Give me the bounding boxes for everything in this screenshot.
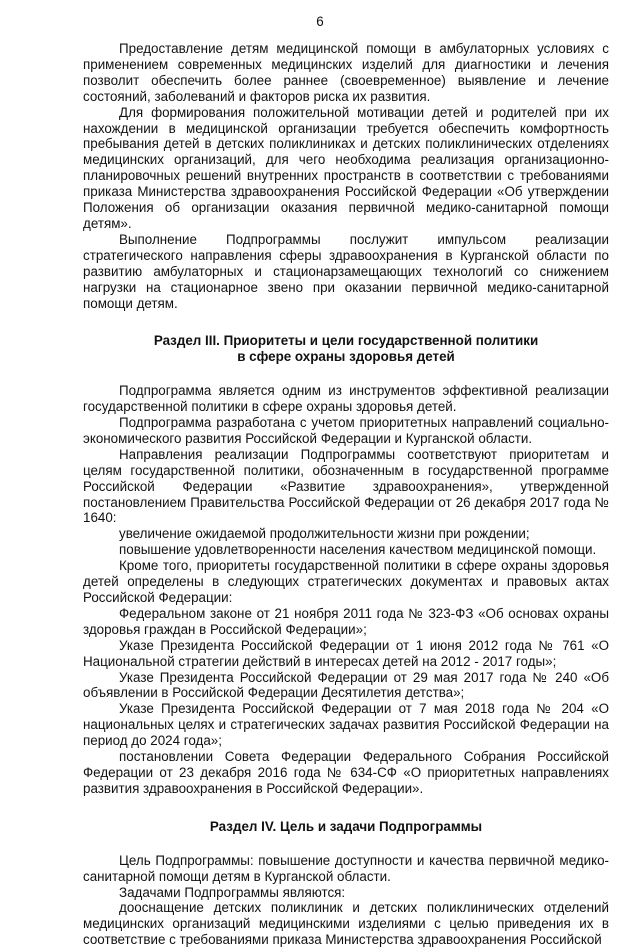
paragraph: Указе Президента Российской Федерации от 1 июня 2012 года № 761 «О Национальной стратегии действий в интересах детей на 2012 - 2017 годы»; (83, 637, 609, 669)
document-body (83, 41, 609, 948)
paragraph: Цель Подпрограммы: повышение доступности и качества первичной медико-санитарной помощи детям в Курганской области. (83, 852, 609, 884)
section-heading: Раздел III. Приоритеты и цели государственной политики (153, 333, 539, 349)
paragraph: Федеральном законе от 21 ноября 2011 года № 323-ФЗ «Об основах охраны здоровья граждан в Российской Федерации»; (83, 605, 609, 637)
paragraph: Предоставление детям медицинской помощи в амбулаторных условиях с применением современных медицинских изделий для диагностики и лечения позволит обеспечить более раннее (своевременное) выявление и лечение состояний, заболеваний и факторов риска их развития. (83, 41, 609, 104)
section-heading: Раздел IV. Цель и задачи Подпрограммы (209, 818, 483, 834)
paragraph: Задачами Подпрограммы являются: (119, 884, 346, 900)
paragraph: Подпрограмма разработана с учетом приоритетных направлений социально-экономического развития Российской Федерации и Курганской области. (83, 415, 609, 446)
paragraph: Направления реализации Подпрограммы соответствуют приоритетам и целям государственной политики, обозначенным в государственной программе Российской Федерации «Развитие здравоохранения», утвержденной постановлением Правительства Российской Федерации от 26 декабря 2017 года № 1640: (83, 446, 609, 526)
paragraph: постановлении Совета Федерации Федерального Собрания Российской Федерации от 23 декабря 2016 года № 634-СФ «О приоритетных направлениях развития здравоохранения в Российской Федерации». (83, 749, 609, 796)
paragraph: Указе Президента Российской Федерации от 7 мая 2018 года № 204 «О национальных целях и стратегических задачах развития Российской Федерации на период до 2024 года»; (83, 701, 609, 749)
paragraph: Для формирования положительной мотивации детей и родителей при их нахождении в медицинской организации требуется обеспечить комфортность пребывания детей в детских поликлиниках и детских поликлинических отделениях медицинских организаций, для чего необходима реализация организационно-планировочных решений внутренних пространств в соответствии с требованиями приказа Министерства здравоохранения Российской Федерации «Об утверждении Положения об организации оказания первичной медико-санитарной помощи детям». (83, 104, 609, 231)
paragraph: Кроме того, приоритеты государственной политики в сфере охраны здоровья детей определены в следующих стратегических документах и правовых актах Российской Федерации: (83, 558, 609, 605)
paragraph: Подпрограмма является одним из инструментов эффективной реализации государственной политики в сфере охраны здоровья детей. (83, 383, 609, 415)
paragraph: Указе Президента Российской Федерации от 29 мая 2017 года № 240 «Об объявлении в Российской Федерации Десятилетия детства»; (83, 669, 609, 701)
section-heading: в сфере охраны здоровья детей (237, 349, 455, 365)
paragraph: увеличение ожидаемой продолжительности жизни при рождении; (119, 526, 530, 542)
paragraph: Выполнение Подпрограммы послужит импульсом реализации стратегического направления сферы здравоохранения в Курганской области по развитию амбулаторных и стационарзамещающих технологий со снижением нагрузки на стационарное звено при оказании первичной медико-санитарной помощи детям. (83, 231, 609, 311)
paragraph: дооснащение детских поликлиник и детских поликлинических отделений медицинских организаций медицинскими изделиями с целью приведения их в соответствие с требованиями приказа Министерства здравоохранения Российской (83, 900, 609, 948)
page-number: 6 (316, 14, 324, 29)
paragraph: повышение удовлетворенности населения качеством медицинской помощи. (119, 542, 597, 558)
